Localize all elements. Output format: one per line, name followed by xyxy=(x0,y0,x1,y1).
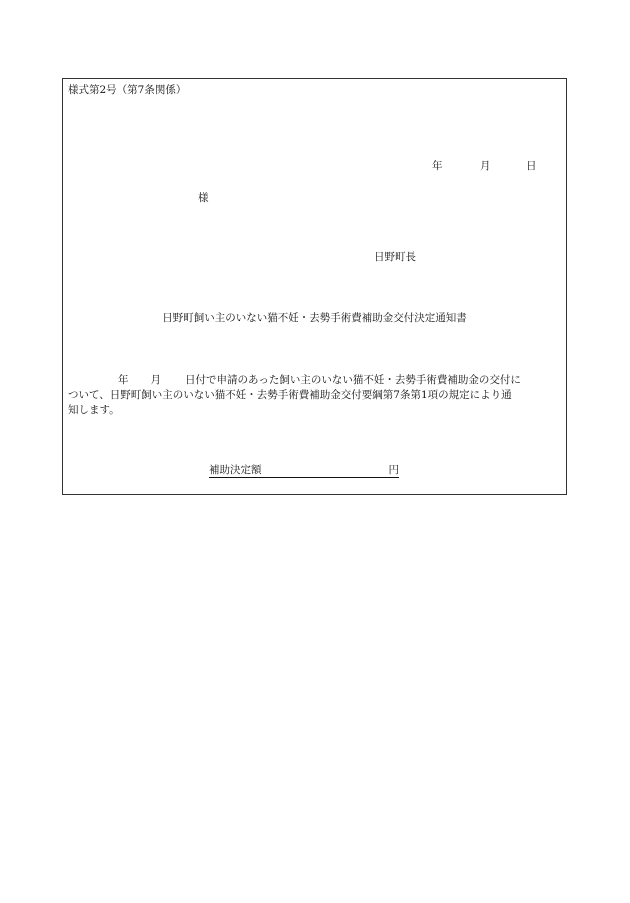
form-number: 様式第2号（第7条関係） xyxy=(68,84,187,96)
issuer-name: 日野町長 xyxy=(374,251,416,263)
body-line-1 xyxy=(68,373,564,388)
body-year-label: 年 xyxy=(118,374,129,386)
date-line xyxy=(432,159,542,173)
body-line-1-text: 日付で申請のあった飼い主のいない猫不妊・去勢手術費補助金の交付に xyxy=(185,374,521,386)
subsidy-amount-row xyxy=(209,463,399,478)
body-line-2: ついて、日野町飼い主のいない猫不妊・去勢手術費補助金交付要綱第7条第1項の規定により通 xyxy=(68,389,512,401)
document-title: 日野町飼い主のいない猫不妊・去勢手術費補助金交付決定通知書 xyxy=(162,312,467,324)
subsidy-amount-unit: 円 xyxy=(388,464,399,476)
notice-body xyxy=(68,373,564,418)
date-month-label: 月 xyxy=(480,160,491,172)
date-year-label: 年 xyxy=(432,160,443,172)
body-month-label: 月 xyxy=(150,374,161,386)
date-day-label: 日 xyxy=(526,160,537,172)
body-line-3: 知します。 xyxy=(68,404,120,416)
addressee-suffix: 様 xyxy=(198,192,209,204)
subsidy-amount-underline xyxy=(209,464,399,478)
subsidy-amount-label: 補助決定額 xyxy=(209,464,262,476)
form-frame xyxy=(62,78,567,495)
